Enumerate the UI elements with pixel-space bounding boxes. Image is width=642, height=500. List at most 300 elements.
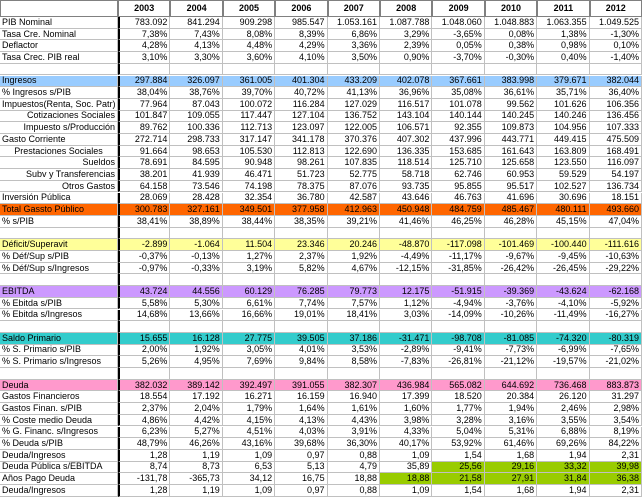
data-cell[interactable]: 5,58% bbox=[118, 298, 170, 310]
data-cell[interactable]: 1,60% bbox=[380, 403, 432, 415]
data-cell[interactable]: 382.044 bbox=[590, 76, 642, 88]
data-cell[interactable]: 99.562 bbox=[485, 99, 537, 111]
data-cell[interactable]: 16.159 bbox=[275, 391, 327, 403]
data-cell[interactable]: -26,81% bbox=[432, 356, 484, 368]
data-cell[interactable]: -100.440 bbox=[537, 239, 589, 251]
data-cell[interactable] bbox=[432, 321, 484, 333]
data-cell[interactable]: -1,40% bbox=[590, 52, 642, 64]
data-cell[interactable]: 1,27% bbox=[223, 251, 275, 263]
data-cell[interactable]: 382.032 bbox=[118, 380, 170, 392]
data-cell[interactable]: 18.554 bbox=[118, 391, 170, 403]
data-cell[interactable]: 106.356 bbox=[590, 99, 642, 111]
data-cell[interactable]: 9,84% bbox=[275, 356, 327, 368]
data-cell[interactable]: 0,97 bbox=[275, 450, 327, 462]
data-cell[interactable]: -48.870 bbox=[380, 239, 432, 251]
data-cell[interactable]: 392.497 bbox=[223, 380, 275, 392]
data-cell[interactable]: 565.082 bbox=[432, 380, 484, 392]
data-cell[interactable]: 370.376 bbox=[328, 134, 380, 146]
data-cell[interactable]: 28.069 bbox=[118, 193, 170, 205]
data-cell[interactable]: 16.271 bbox=[223, 391, 275, 403]
row-label[interactable]: Años Pago Deuda bbox=[0, 473, 118, 485]
data-cell[interactable]: 98.653 bbox=[170, 146, 222, 158]
data-cell[interactable]: 407.302 bbox=[380, 134, 432, 146]
data-cell[interactable] bbox=[380, 274, 432, 286]
data-cell[interactable]: 1,09 bbox=[380, 450, 432, 462]
data-cell[interactable]: 44.556 bbox=[170, 286, 222, 298]
data-cell[interactable]: 1,79% bbox=[223, 403, 275, 415]
data-cell[interactable] bbox=[118, 228, 170, 240]
row-label[interactable]: % Ingresos s/PIB bbox=[0, 87, 118, 99]
data-cell[interactable]: 84.595 bbox=[170, 157, 222, 169]
data-cell[interactable]: 140.246 bbox=[537, 111, 589, 123]
data-cell[interactable]: 116.284 bbox=[275, 99, 327, 111]
data-cell[interactable]: 4,86% bbox=[118, 415, 170, 427]
data-cell[interactable]: 4,03% bbox=[275, 427, 327, 439]
data-cell[interactable]: 27,91 bbox=[485, 473, 537, 485]
data-cell[interactable]: 36,38 bbox=[590, 473, 642, 485]
data-cell[interactable]: 36.780 bbox=[275, 193, 327, 205]
data-cell[interactable]: 69,26% bbox=[537, 438, 589, 450]
row-label[interactable]: Déficit/Superavit bbox=[0, 239, 118, 251]
row-label[interactable]: % Coste medio Deuda bbox=[0, 415, 118, 427]
data-cell[interactable]: 1,77% bbox=[432, 403, 484, 415]
data-cell[interactable]: 46.763 bbox=[432, 193, 484, 205]
row-label[interactable]: Gasto Corriente bbox=[0, 134, 118, 146]
data-cell[interactable]: 3,29% bbox=[380, 29, 432, 41]
data-cell[interactable]: 377.958 bbox=[275, 204, 327, 216]
data-cell[interactable]: -14,09% bbox=[432, 310, 484, 322]
data-cell[interactable]: 4,95% bbox=[170, 356, 222, 368]
data-cell[interactable]: 107.835 bbox=[328, 157, 380, 169]
data-cell[interactable]: 112.713 bbox=[223, 122, 275, 134]
data-cell[interactable]: 101.078 bbox=[432, 99, 484, 111]
row-label[interactable]: Deuda bbox=[0, 380, 118, 392]
data-cell[interactable]: 783.092 bbox=[118, 17, 170, 29]
data-cell[interactable]: -111.616 bbox=[590, 239, 642, 251]
row-label[interactable]: Tasa Cre. Nominal bbox=[0, 29, 118, 41]
data-cell[interactable] bbox=[590, 274, 642, 286]
data-cell[interactable]: 480.111 bbox=[537, 204, 589, 216]
data-cell[interactable]: 433.209 bbox=[328, 76, 380, 88]
data-cell[interactable]: 6,61% bbox=[223, 298, 275, 310]
data-cell[interactable]: 136.456 bbox=[590, 111, 642, 123]
data-cell[interactable]: 40,17% bbox=[380, 438, 432, 450]
data-cell[interactable]: 297.884 bbox=[118, 76, 170, 88]
data-cell[interactable]: 91.664 bbox=[118, 146, 170, 158]
data-cell[interactable]: 1.049.525 bbox=[590, 17, 642, 29]
row-label[interactable]: Prestaciones Sociales bbox=[0, 146, 118, 158]
data-cell[interactable]: -7,73% bbox=[485, 345, 537, 357]
data-cell[interactable]: 36,61% bbox=[485, 87, 537, 99]
data-cell[interactable]: 8,58% bbox=[328, 356, 380, 368]
data-cell[interactable]: 47,04% bbox=[590, 216, 642, 228]
data-cell[interactable]: 4,10% bbox=[275, 52, 327, 64]
data-cell[interactable]: 8,74 bbox=[118, 462, 170, 474]
row-label[interactable] bbox=[0, 274, 118, 286]
data-cell[interactable]: 3,91% bbox=[328, 427, 380, 439]
data-cell[interactable]: 43.724 bbox=[118, 286, 170, 298]
data-cell[interactable]: 90.948 bbox=[223, 157, 275, 169]
data-cell[interactable]: 87.076 bbox=[328, 181, 380, 193]
data-cell[interactable] bbox=[170, 64, 222, 76]
data-cell[interactable]: 7,69% bbox=[223, 356, 275, 368]
data-cell[interactable]: 39,21% bbox=[328, 216, 380, 228]
data-cell[interactable]: 136.335 bbox=[380, 146, 432, 158]
year-header-2005[interactable]: 2005 bbox=[223, 0, 275, 17]
data-cell[interactable]: 33,32 bbox=[537, 462, 589, 474]
data-cell[interactable]: 1,09 bbox=[223, 450, 275, 462]
data-cell[interactable]: -9,45% bbox=[537, 251, 589, 263]
data-cell[interactable]: 92.355 bbox=[432, 122, 484, 134]
data-cell[interactable]: -1,30% bbox=[590, 29, 642, 41]
data-cell[interactable]: 41,46% bbox=[380, 216, 432, 228]
data-cell[interactable]: 2,39% bbox=[380, 40, 432, 52]
data-cell[interactable]: 100.072 bbox=[223, 99, 275, 111]
data-cell[interactable]: 20.246 bbox=[328, 239, 380, 251]
data-cell[interactable]: 43,16% bbox=[223, 438, 275, 450]
data-cell[interactable] bbox=[537, 64, 589, 76]
data-cell[interactable]: 3,54% bbox=[590, 415, 642, 427]
row-label[interactable]: % Déf/Sup s/PIB bbox=[0, 251, 118, 263]
data-cell[interactable]: 5,31% bbox=[485, 427, 537, 439]
data-cell[interactable]: -7,65% bbox=[590, 345, 642, 357]
data-cell[interactable]: 21,58 bbox=[432, 473, 484, 485]
data-cell[interactable]: -12,15% bbox=[380, 263, 432, 275]
row-label[interactable]: Deflactor bbox=[0, 40, 118, 52]
data-cell[interactable]: 102.527 bbox=[537, 181, 589, 193]
data-cell[interactable] bbox=[537, 274, 589, 286]
data-cell[interactable] bbox=[328, 64, 380, 76]
data-cell[interactable]: 1,61% bbox=[328, 403, 380, 415]
data-cell[interactable]: 38,41% bbox=[118, 216, 170, 228]
year-header-2012[interactable]: 2012 bbox=[590, 0, 642, 17]
data-cell[interactable]: -0,13% bbox=[170, 251, 222, 263]
data-cell[interactable]: 136.734 bbox=[590, 181, 642, 193]
data-cell[interactable]: 116.517 bbox=[380, 99, 432, 111]
data-cell[interactable]: 0,40% bbox=[537, 52, 589, 64]
data-cell[interactable]: 0,90% bbox=[380, 52, 432, 64]
data-cell[interactable] bbox=[590, 321, 642, 333]
data-cell[interactable]: 16.940 bbox=[328, 391, 380, 403]
data-cell[interactable]: 41,13% bbox=[328, 87, 380, 99]
data-cell[interactable] bbox=[537, 368, 589, 380]
row-label[interactable]: Total Gassto Público bbox=[0, 204, 118, 216]
data-cell[interactable] bbox=[328, 368, 380, 380]
data-cell[interactable]: 4,43% bbox=[328, 415, 380, 427]
row-label[interactable]: % Ebitda s/Ingresos bbox=[0, 310, 118, 322]
data-cell[interactable]: 6,53 bbox=[223, 462, 275, 474]
row-label[interactable]: Subv y Transferencias bbox=[0, 169, 118, 181]
data-cell[interactable]: 4,51% bbox=[223, 427, 275, 439]
data-cell[interactable]: 1,94 bbox=[537, 450, 589, 462]
data-cell[interactable]: 4,13% bbox=[170, 40, 222, 52]
data-cell[interactable]: 3,36% bbox=[328, 40, 380, 52]
data-cell[interactable]: 4,29% bbox=[275, 40, 327, 52]
data-cell[interactable]: 327.161 bbox=[170, 204, 222, 216]
data-cell[interactable]: 42.587 bbox=[328, 193, 380, 205]
data-cell[interactable]: 1,28 bbox=[118, 450, 170, 462]
data-cell[interactable]: 3,53% bbox=[328, 345, 380, 357]
data-cell[interactable]: -131,78 bbox=[118, 473, 170, 485]
data-cell[interactable]: 122.690 bbox=[328, 146, 380, 158]
data-cell[interactable] bbox=[380, 228, 432, 240]
data-cell[interactable]: 2,37% bbox=[118, 403, 170, 415]
data-cell[interactable] bbox=[328, 228, 380, 240]
data-cell[interactable]: 38,35% bbox=[275, 216, 327, 228]
data-cell[interactable]: -19,57% bbox=[537, 356, 589, 368]
row-label[interactable]: % Deuda s/PIB bbox=[0, 438, 118, 450]
data-cell[interactable]: 35,08% bbox=[432, 87, 484, 99]
data-cell[interactable] bbox=[275, 321, 327, 333]
data-cell[interactable]: 46,28% bbox=[485, 216, 537, 228]
data-cell[interactable]: 5,82% bbox=[275, 263, 327, 275]
data-cell[interactable] bbox=[223, 64, 275, 76]
data-cell[interactable]: 15.655 bbox=[118, 333, 170, 345]
data-cell[interactable]: -16,27% bbox=[590, 310, 642, 322]
data-cell[interactable]: 1,38% bbox=[537, 29, 589, 41]
data-cell[interactable]: 11.504 bbox=[223, 239, 275, 251]
data-cell[interactable]: -0,30% bbox=[485, 52, 537, 64]
year-header-2011[interactable]: 2011 bbox=[537, 0, 589, 17]
data-cell[interactable]: 31.297 bbox=[590, 391, 642, 403]
data-cell[interactable]: -5,92% bbox=[590, 298, 642, 310]
data-cell[interactable]: 25,56 bbox=[432, 462, 484, 474]
data-cell[interactable]: -74.320 bbox=[537, 333, 589, 345]
data-cell[interactable]: 46,26% bbox=[170, 438, 222, 450]
data-cell[interactable]: -11,49% bbox=[537, 310, 589, 322]
data-cell[interactable]: 5,13 bbox=[275, 462, 327, 474]
data-cell[interactable]: 1,19 bbox=[170, 485, 222, 497]
data-cell[interactable]: 383.998 bbox=[485, 76, 537, 88]
data-cell[interactable]: 163.809 bbox=[537, 146, 589, 158]
row-label[interactable] bbox=[0, 321, 118, 333]
data-cell[interactable]: -31,85% bbox=[432, 263, 484, 275]
data-cell[interactable]: -98.708 bbox=[432, 333, 484, 345]
data-cell[interactable] bbox=[380, 64, 432, 76]
data-cell[interactable]: 17.192 bbox=[170, 391, 222, 403]
data-cell[interactable]: 104.956 bbox=[537, 122, 589, 134]
data-cell[interactable]: -0,33% bbox=[170, 263, 222, 275]
data-cell[interactable]: 168.491 bbox=[590, 146, 642, 158]
data-cell[interactable]: 127.029 bbox=[328, 99, 380, 111]
data-cell[interactable]: 136.752 bbox=[328, 111, 380, 123]
data-cell[interactable]: 3,55% bbox=[537, 415, 589, 427]
data-cell[interactable]: 39,70% bbox=[223, 87, 275, 99]
data-cell[interactable]: 883.873 bbox=[590, 380, 642, 392]
data-cell[interactable]: 361.005 bbox=[223, 76, 275, 88]
data-cell[interactable]: 1,09 bbox=[223, 485, 275, 497]
data-cell[interactable]: 644.692 bbox=[485, 380, 537, 392]
data-cell[interactable]: 26.120 bbox=[537, 391, 589, 403]
data-cell[interactable]: 18.520 bbox=[432, 391, 484, 403]
row-label[interactable]: Impuestos(Renta, Soc. Patr) bbox=[0, 99, 118, 111]
data-cell[interactable]: 317.147 bbox=[223, 134, 275, 146]
data-cell[interactable]: 6,23% bbox=[118, 427, 170, 439]
data-cell[interactable]: 2,37% bbox=[275, 251, 327, 263]
data-cell[interactable]: -4,49% bbox=[380, 251, 432, 263]
data-cell[interactable]: -0,37% bbox=[118, 251, 170, 263]
data-cell[interactable]: 16.128 bbox=[170, 333, 222, 345]
data-cell[interactable]: -101.469 bbox=[485, 239, 537, 251]
data-cell[interactable]: 1,68 bbox=[485, 450, 537, 462]
data-cell[interactable]: 109.055 bbox=[170, 111, 222, 123]
year-header-2008[interactable]: 2008 bbox=[380, 0, 432, 17]
data-cell[interactable]: 17.399 bbox=[380, 391, 432, 403]
data-cell[interactable]: 5,26% bbox=[118, 356, 170, 368]
year-header-2007[interactable]: 2007 bbox=[328, 0, 380, 17]
data-cell[interactable]: 59.529 bbox=[537, 169, 589, 181]
data-cell[interactable] bbox=[432, 274, 484, 286]
data-cell[interactable]: 36,96% bbox=[380, 87, 432, 99]
data-cell[interactable]: 2,31 bbox=[590, 485, 642, 497]
data-cell[interactable]: -365,73 bbox=[170, 473, 222, 485]
data-cell[interactable]: 1,09 bbox=[380, 485, 432, 497]
data-cell[interactable]: 4,33% bbox=[380, 427, 432, 439]
data-cell[interactable] bbox=[223, 274, 275, 286]
data-cell[interactable]: 7,38% bbox=[118, 29, 170, 41]
data-cell[interactable] bbox=[485, 368, 537, 380]
row-label[interactable]: Gastos Finan. s/PIB bbox=[0, 403, 118, 415]
data-cell[interactable]: 20.384 bbox=[485, 391, 537, 403]
data-cell[interactable]: 484.759 bbox=[432, 204, 484, 216]
data-cell[interactable] bbox=[380, 321, 432, 333]
data-cell[interactable]: 4,79 bbox=[328, 462, 380, 474]
row-label[interactable] bbox=[0, 64, 118, 76]
data-cell[interactable] bbox=[590, 228, 642, 240]
row-label[interactable]: Gastos Financieros bbox=[0, 391, 118, 403]
row-label[interactable] bbox=[0, 368, 118, 380]
data-cell[interactable]: 736.468 bbox=[537, 380, 589, 392]
data-cell[interactable] bbox=[118, 64, 170, 76]
data-cell[interactable]: 51.723 bbox=[275, 169, 327, 181]
data-cell[interactable]: 1.087.788 bbox=[380, 17, 432, 29]
data-cell[interactable]: 43.646 bbox=[380, 193, 432, 205]
data-cell[interactable]: -7,83% bbox=[380, 356, 432, 368]
data-cell[interactable]: 143.104 bbox=[380, 111, 432, 123]
data-cell[interactable]: 98.261 bbox=[275, 157, 327, 169]
data-cell[interactable]: 18.151 bbox=[590, 193, 642, 205]
data-cell[interactable]: 19,01% bbox=[275, 310, 327, 322]
data-cell[interactable]: 841.294 bbox=[170, 17, 222, 29]
data-cell[interactable]: 0,88 bbox=[328, 485, 380, 497]
data-cell[interactable] bbox=[380, 368, 432, 380]
data-cell[interactable]: 105.530 bbox=[223, 146, 275, 158]
data-cell[interactable]: 0,38% bbox=[485, 40, 537, 52]
data-cell[interactable]: 6,86% bbox=[328, 29, 380, 41]
data-cell[interactable]: 3,16% bbox=[485, 415, 537, 427]
data-cell[interactable]: 64.158 bbox=[118, 181, 170, 193]
data-cell[interactable]: 48,79% bbox=[118, 438, 170, 450]
data-cell[interactable]: 122.005 bbox=[328, 122, 380, 134]
row-label[interactable]: % S. Primario s/PIB bbox=[0, 345, 118, 357]
data-cell[interactable]: -31.471 bbox=[380, 333, 432, 345]
data-cell[interactable]: 7,57% bbox=[328, 298, 380, 310]
data-cell[interactable]: 35,89 bbox=[380, 462, 432, 474]
data-cell[interactable]: -4,94% bbox=[432, 298, 484, 310]
data-cell[interactable]: -117.098 bbox=[432, 239, 484, 251]
data-cell[interactable]: 38.201 bbox=[118, 169, 170, 181]
data-cell[interactable]: -21,12% bbox=[485, 356, 537, 368]
data-cell[interactable]: 1,92% bbox=[170, 345, 222, 357]
data-cell[interactable]: 106.571 bbox=[380, 122, 432, 134]
data-cell[interactable] bbox=[118, 274, 170, 286]
row-label[interactable]: Deuda Pública s/EBITDA bbox=[0, 462, 118, 474]
data-cell[interactable]: 18,88 bbox=[328, 473, 380, 485]
data-cell[interactable]: 100.336 bbox=[170, 122, 222, 134]
data-cell[interactable]: 39,68% bbox=[275, 438, 327, 450]
data-cell[interactable]: 16,66% bbox=[223, 310, 275, 322]
data-cell[interactable]: -43.624 bbox=[537, 286, 589, 298]
data-cell[interactable]: -62.168 bbox=[590, 286, 642, 298]
data-cell[interactable]: -3,76% bbox=[485, 298, 537, 310]
data-cell[interactable] bbox=[485, 64, 537, 76]
data-cell[interactable]: 40,72% bbox=[275, 87, 327, 99]
data-cell[interactable]: 77.964 bbox=[118, 99, 170, 111]
data-cell[interactable] bbox=[537, 228, 589, 240]
data-cell[interactable]: 140.144 bbox=[432, 111, 484, 123]
data-cell[interactable]: 95.517 bbox=[485, 181, 537, 193]
data-cell[interactable]: 326.097 bbox=[170, 76, 222, 88]
data-cell[interactable]: 27.775 bbox=[223, 333, 275, 345]
data-cell[interactable] bbox=[590, 368, 642, 380]
data-cell[interactable]: 909.298 bbox=[223, 17, 275, 29]
data-cell[interactable]: 35,71% bbox=[537, 87, 589, 99]
data-cell[interactable]: -11,17% bbox=[432, 251, 484, 263]
data-cell[interactable]: 13,66% bbox=[170, 310, 222, 322]
data-cell[interactable]: 153.685 bbox=[432, 146, 484, 158]
data-cell[interactable]: 87.043 bbox=[170, 99, 222, 111]
data-cell[interactable]: 0,08% bbox=[485, 29, 537, 41]
data-cell[interactable]: 32.354 bbox=[223, 193, 275, 205]
data-cell[interactable]: 379.671 bbox=[537, 76, 589, 88]
data-cell[interactable]: 5,30% bbox=[170, 298, 222, 310]
data-cell[interactable]: 140.245 bbox=[485, 111, 537, 123]
data-cell[interactable]: 1.053.161 bbox=[328, 17, 380, 29]
data-cell[interactable]: 95.855 bbox=[432, 181, 484, 193]
data-cell[interactable]: 28.428 bbox=[170, 193, 222, 205]
data-cell[interactable]: 38,76% bbox=[170, 87, 222, 99]
data-cell[interactable]: 4,28% bbox=[118, 40, 170, 52]
data-cell[interactable]: 23.346 bbox=[275, 239, 327, 251]
data-cell[interactable] bbox=[223, 228, 275, 240]
data-cell[interactable]: -26,42% bbox=[485, 263, 537, 275]
data-cell[interactable]: 60.953 bbox=[485, 169, 537, 181]
data-cell[interactable]: 107.333 bbox=[590, 122, 642, 134]
row-label[interactable]: Saldo Primario bbox=[0, 333, 118, 345]
data-cell[interactable]: 3,28% bbox=[432, 415, 484, 427]
data-cell[interactable]: 93.735 bbox=[380, 181, 432, 193]
data-cell[interactable]: 1,68 bbox=[485, 485, 537, 497]
data-cell[interactable]: 436.984 bbox=[380, 380, 432, 392]
row-label[interactable]: EBITDA bbox=[0, 286, 118, 298]
data-cell[interactable]: 78.375 bbox=[275, 181, 327, 193]
data-cell[interactable]: 475.509 bbox=[590, 134, 642, 146]
data-cell[interactable]: 2,00% bbox=[118, 345, 170, 357]
data-cell[interactable]: 78.691 bbox=[118, 157, 170, 169]
data-cell[interactable]: 2,98% bbox=[590, 403, 642, 415]
data-cell[interactable]: 1,12% bbox=[380, 298, 432, 310]
data-cell[interactable] bbox=[432, 228, 484, 240]
data-cell[interactable]: 54.197 bbox=[590, 169, 642, 181]
data-cell[interactable]: 1,64% bbox=[275, 403, 327, 415]
data-cell[interactable]: 112.813 bbox=[275, 146, 327, 158]
data-cell[interactable]: -21,02% bbox=[590, 356, 642, 368]
data-cell[interactable] bbox=[223, 321, 275, 333]
data-cell[interactable]: 76.285 bbox=[275, 286, 327, 298]
data-cell[interactable]: 41.939 bbox=[170, 169, 222, 181]
data-cell[interactable] bbox=[485, 321, 537, 333]
row-label[interactable]: % G. Financ. s/Ingresos bbox=[0, 427, 118, 439]
